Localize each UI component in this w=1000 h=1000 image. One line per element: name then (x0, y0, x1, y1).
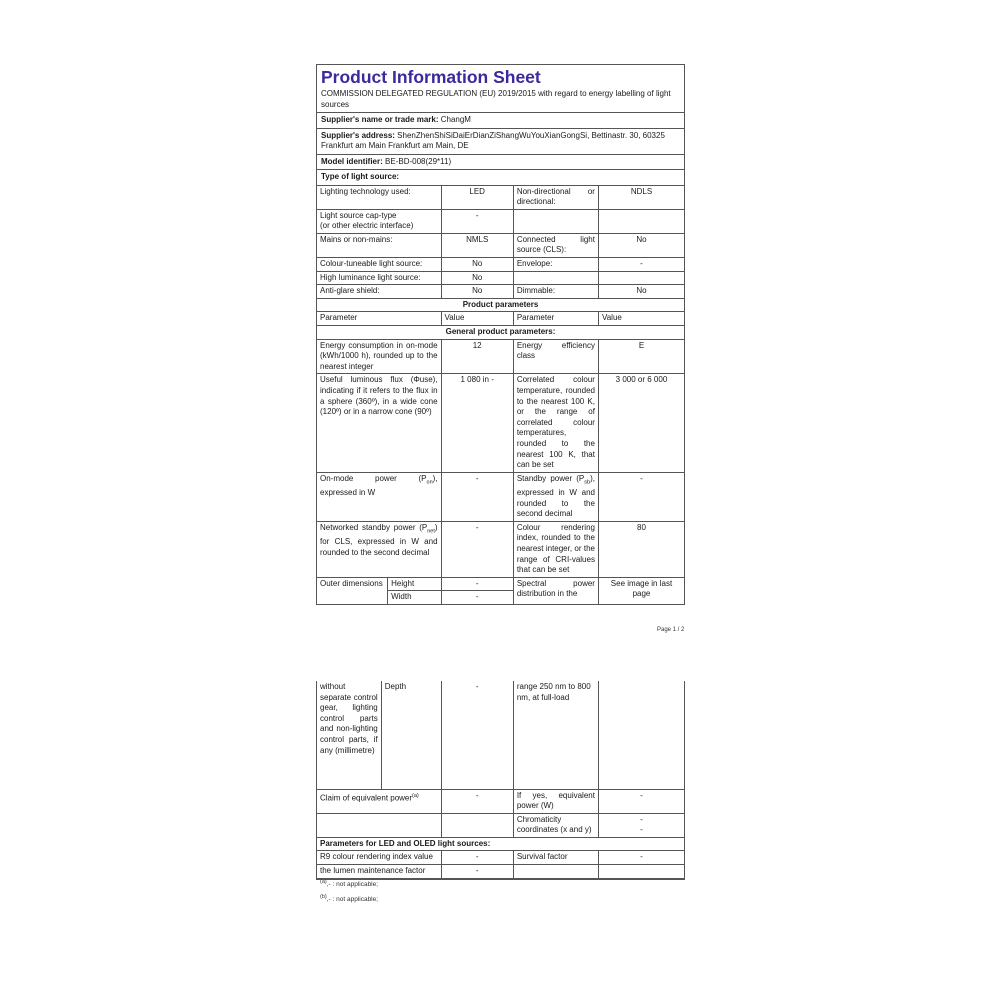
supplier-address-label: Supplier's address: (321, 130, 395, 140)
model-label: Model identifier: (321, 156, 383, 166)
table-row (317, 339, 684, 374)
colour-tune-value: No (441, 258, 513, 272)
equivalent-power-claim-value: - (441, 789, 513, 813)
networked-standby-label-post: ) for CLS, expressed in W and rounded to the second decimal (320, 522, 438, 557)
footnote-b (320, 891, 378, 906)
on-mode-power-label (317, 472, 441, 521)
footnote-b-text: ,- : not applicable; (326, 896, 379, 904)
standby-power-label-pre: Standby power (P (516, 473, 585, 483)
page-title: Product Information Sheet (321, 67, 541, 87)
equivalent-power-label-text: Claim of equivalent power (320, 793, 413, 803)
table-row (317, 312, 684, 326)
height-label: Height (388, 578, 440, 592)
footnotes (320, 876, 378, 906)
table-row (317, 298, 684, 312)
equivalent-power-w-value: - (598, 789, 684, 813)
outer-dimensions-cont-label: without separate control gear, lighting control parts and non-lighting control parts, if any (millimetre) (317, 681, 381, 789)
col-header-parameter-2: Parameter (513, 312, 598, 326)
standby-power-label-post: ), expressed in W and rounded to the second decimal (516, 473, 595, 519)
table-row (317, 326, 684, 340)
empty-cell (513, 209, 598, 233)
chromaticity-label: Chromaticity coordinates (x and y) (513, 813, 598, 837)
spectral-power-cont-label: range 250 nm to 800 nm, at full-load (513, 681, 598, 789)
table-row (317, 472, 684, 521)
networked-standby-sub: net (427, 528, 435, 535)
supplier-name-label: Supplier's name or trade mark: (321, 115, 439, 124)
standby-power-sub: sb (584, 479, 591, 486)
high-lum-label: High luminance light source: (317, 271, 441, 285)
parameters-table (317, 186, 684, 605)
supplier-address-row (317, 129, 684, 155)
supplier-name-value: ChangM (440, 115, 471, 124)
on-mode-power-value: - (441, 472, 513, 521)
equivalent-power-w-label: If yes, equivalent power (W) (513, 789, 598, 813)
empty-cell (598, 271, 684, 285)
r9-label: R9 colour rendering index value (317, 851, 441, 865)
lighting-tech-value: LED (441, 186, 513, 210)
anti-glare-label: Anti-glare shield: (317, 285, 441, 299)
standby-power-value: - (598, 472, 684, 521)
r9-value: - (441, 851, 513, 865)
width-label: Width (391, 592, 412, 602)
equivalent-power-sup: (a) (412, 792, 419, 799)
chromaticity-y-value: - (640, 825, 643, 835)
led-params-heading: Parameters for LED and OLED light sources: (317, 837, 684, 851)
lumen-maintenance-label: the lumen maintenance factor (317, 865, 441, 879)
mains-value: NMLS (441, 233, 513, 257)
energy-consumption-value: 12 (441, 339, 513, 374)
cap-type-value: - (441, 209, 513, 233)
table-row (317, 851, 684, 865)
empty-cell (598, 209, 684, 233)
lighting-tech-label: Lighting technology used: (317, 186, 441, 210)
model-row (317, 155, 684, 171)
outer-dimensions-cell (317, 577, 441, 604)
table-row (317, 813, 684, 837)
cls-value: No (598, 233, 684, 257)
table-row (317, 789, 684, 813)
supplier-name-row (317, 113, 684, 129)
survival-factor-value: - (598, 851, 684, 865)
table-row (317, 285, 684, 299)
dimmable-value: No (598, 285, 684, 299)
depth-value: - (441, 681, 513, 789)
table-row (317, 374, 684, 472)
luminous-flux-value: 1 080 in - (441, 374, 513, 472)
type-heading: Type of light source: (317, 170, 684, 186)
table-row (317, 681, 684, 789)
mains-label: Mains or non-mains: (317, 233, 441, 257)
page-two (316, 681, 685, 880)
spectral-power-label: Spectral power distribution in the (513, 577, 598, 604)
standby-power-label (513, 472, 598, 521)
lumen-maintenance-value: - (441, 865, 513, 879)
model-value: BE-BD-008(29*11) (385, 156, 452, 166)
on-mode-power-label-post: ), expressed in W (320, 473, 438, 497)
footnote-b-sup: (b) (320, 894, 327, 901)
table-row (317, 258, 684, 272)
cri-label: Colour rendering index, rounded to the nearest integer, or the range of CRI-values that can be set (513, 521, 598, 577)
footnote-a (320, 876, 378, 891)
on-mode-power-sub: on (426, 479, 433, 486)
cls-label: Connected light source (CLS): (513, 233, 598, 257)
footnote-a-sup: (a) (320, 879, 327, 885)
empty-cell (598, 865, 684, 879)
table-row (317, 233, 684, 257)
table-row (317, 271, 684, 285)
depth-label: Depth (381, 681, 441, 789)
cct-value: 3 000 or 6 000 (598, 374, 684, 472)
networked-standby-label-pre: Networked standby power (P (320, 522, 428, 532)
cri-value: 80 (598, 521, 684, 577)
empty-cell (441, 813, 513, 837)
luminous-flux-label: Useful luminous flux (Φuse), indicating if it refers to the flux in a sphere (360º), in a wide cone (120º) or in a narrow cone (90º) (317, 374, 441, 472)
cap-type-label-line1: Light source cap-type (320, 210, 397, 220)
supplier-address-value: ShenZhenShiSiDaiErDianZiShangWuYouXianGongSi, Bettinastr. 30, 60325 Frankfurt am Main Frankfurt am Main, DE (321, 130, 665, 150)
chromaticity-value (598, 813, 684, 837)
general-params-heading: General product parameters: (317, 326, 684, 340)
colour-tune-label: Colour-tuneable light source: (317, 258, 441, 272)
empty-cell (513, 865, 598, 879)
empty-cell (317, 813, 441, 837)
nondir-value: NDLS (598, 186, 684, 210)
high-lum-value: No (441, 271, 513, 285)
regulation-subtitle: COMMISSION DELEGATED REGULATION (EU) 2019/2015 with regard to energy labelling of light sources (317, 88, 684, 113)
table-row (317, 837, 684, 851)
table-row (317, 521, 684, 577)
networked-standby-label (317, 521, 441, 577)
table-row (317, 186, 684, 210)
cap-type-label-line2: (or other electric interface) (320, 221, 414, 231)
outer-dimensions-label: Outer dimensions (320, 578, 383, 588)
energy-consumption-label: Energy consumption in on-mode (kWh/1000 h), rounded up to the nearest integer (317, 339, 441, 374)
page-one (316, 64, 685, 605)
anti-glare-value: No (441, 285, 513, 299)
envelope-label: Envelope: (513, 258, 598, 272)
col-header-value-2: Value (598, 312, 684, 326)
equivalent-power-label (317, 789, 441, 813)
footnote-a-text: ,- : not applicable; (326, 881, 379, 889)
survival-factor-label: Survival factor (513, 851, 598, 865)
col-header-value: Value (441, 312, 513, 326)
height-value: - (441, 577, 513, 591)
efficiency-class-value: E (598, 339, 684, 374)
dimension-sublabels (387, 578, 440, 604)
table-row (317, 209, 684, 233)
col-header-parameter: Parameter (317, 312, 441, 326)
empty-cell (598, 681, 684, 789)
parameters-table-continued (317, 681, 684, 879)
spectral-power-value: See image in last page (598, 577, 684, 604)
nondir-label: Non-directional or directional: (513, 186, 598, 210)
page-number: Page 1 / 2 (657, 627, 685, 633)
cct-label: Correlated colour temperature, rounded to the nearest 100 K, or the range of correlated colour temperatures, rounded to the nearest 100 K, that can be set (513, 374, 598, 472)
dimmable-label: Dimmable: (513, 285, 598, 299)
on-mode-power-label-pre: On-mode power (P (320, 473, 427, 483)
table-row (317, 577, 684, 591)
width-value: - (441, 591, 513, 605)
efficiency-class-label: Energy efficiency class (513, 339, 598, 374)
empty-cell (513, 271, 598, 285)
product-params-heading: Product parameters (317, 298, 684, 312)
cap-type-label (317, 209, 441, 233)
networked-standby-value: - (441, 521, 513, 577)
envelope-value: - (598, 258, 684, 272)
chromaticity-x-value: - (640, 814, 643, 824)
